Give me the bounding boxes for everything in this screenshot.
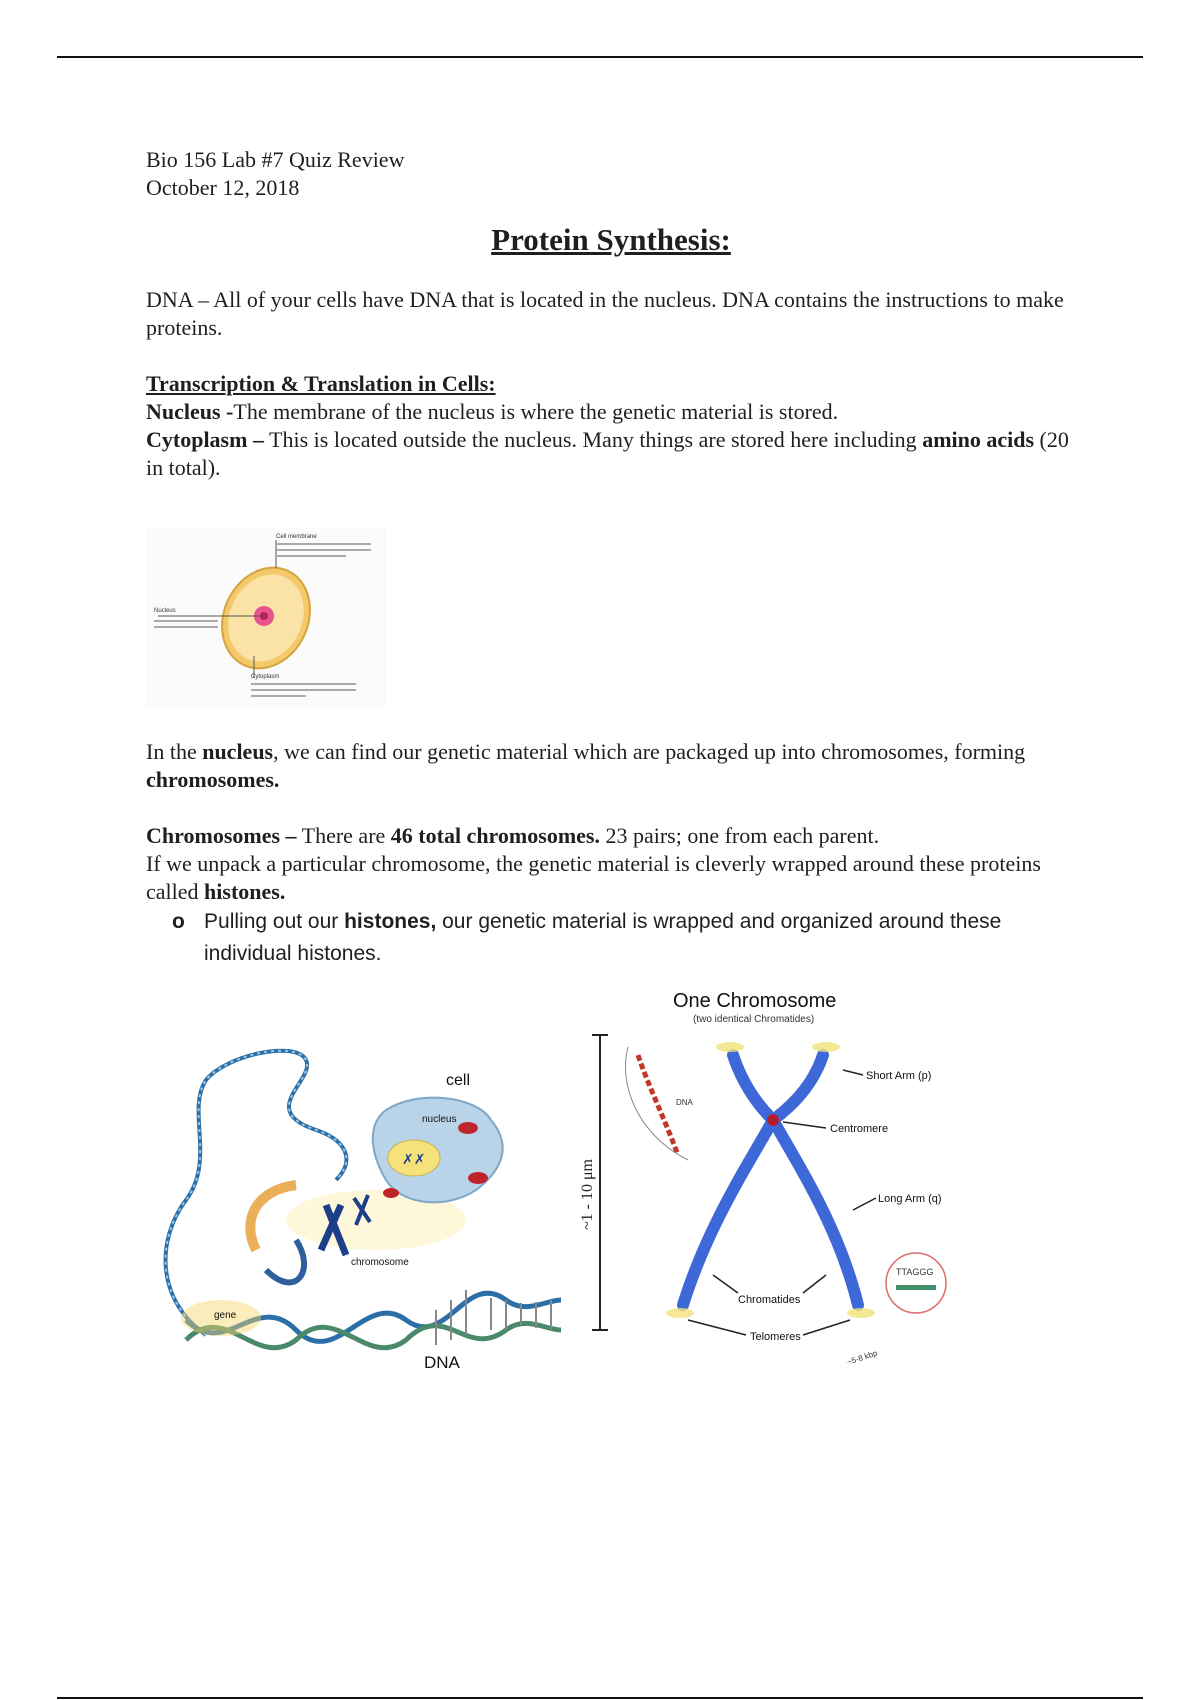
nucleus-fig-label: nucleus [422,1114,457,1125]
cytoplasm-term: Cytoplasm – [146,427,264,452]
nucleus-paragraph: In the nucleus, we can find our genetic material which are packaged up into chromosomes, forming chromosomes. [146,739,1026,792]
short-arm-label: Short Arm (p) [866,1070,932,1082]
nucleus-definition: Nucleus -The membrane of the nucleus is where the genetic material is stored. [146,399,839,424]
dna-cell-figure [146,1000,566,1380]
centromere-label: Centromere [830,1123,889,1135]
chromosome-subtitle: (two identical Chromatides) [693,1014,815,1025]
chromosome-figure [578,985,958,1377]
dna-text: – All of your cells have DNA that is located in the nucleus. DNA contains the instructions to make proteins. [146,287,1064,340]
cell-membrane-label: Cell membrane [276,534,317,540]
cell-diagram-figure [146,528,386,708]
dna-paragraph [146,286,1076,342]
bullet-mark: o [172,910,185,933]
top-rule [57,56,1143,58]
nucleus-term: Nucleus - [146,399,234,424]
chromosomes-paragraph: Chromosomes – There are 46 total chromosomes. 23 pairs; one from each parent. [146,823,880,848]
date-line: October 12, 2018 [146,175,300,200]
dna-label: DNA [424,1353,460,1372]
nucleus-label: Nucleus [154,608,176,614]
cytoplasm-label: Cytoplasm [251,674,280,680]
dna-small-label: DNA [676,1098,693,1107]
cell-label: cell [446,1072,471,1089]
telomeres-label: Telomeres [750,1331,801,1343]
chromatides-label: Chromatides [738,1294,801,1306]
telomere-seq-label: TTAGGG [896,1267,934,1277]
scale-label: ~1 - 10 μm [579,1158,596,1230]
bullet-text: Pulling out our histones, our genetic material is wrapped and organized around these individual histones. [204,910,1002,965]
chromosome-label: chromosome [351,1257,409,1268]
telomere-zoom-circle [886,1253,946,1313]
gene-label: gene [214,1310,237,1321]
section-heading: Transcription & Translation in Cells: [146,371,496,396]
telomere-length-label: ~5-8 kbp [845,1348,879,1367]
dna-lead: DNA [146,287,193,312]
course-line: Bio 156 Lab #7 Quiz Review [146,147,405,172]
bullet-item [172,906,1076,970]
centromere-mark [767,1114,779,1126]
cytoplasm-definition: Cytoplasm – This is located outside the nucleus. Many things are stored here including amino acids (20 in total). [146,427,1069,480]
long-arm-label: Long Arm (q) [878,1193,942,1205]
svg-text:✗✗: ✗✗ [402,1151,426,1167]
page-title: Protein Synthesis: [491,222,731,257]
bottom-rule [57,1697,1143,1699]
chromosome-title: One Chromosome [673,990,837,1012]
chromosomes-term: Chromosomes – [146,823,297,848]
histones-paragraph: If we unpack a particular chromosome, the genetic material is cleverly wrapped around these proteins called histones. [146,851,1041,904]
